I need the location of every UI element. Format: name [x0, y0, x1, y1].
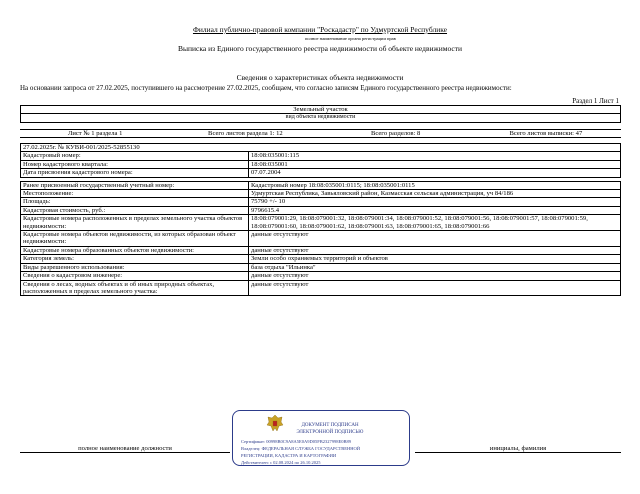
stamp-validity: Действителен: с 02.08.2024 по 26.10.2025: [241, 460, 321, 465]
field-label: Дата присвоения кадастрового номера:: [21, 169, 249, 177]
field-label: Категория земель:: [21, 255, 249, 263]
total-sections: Всего разделов: 8: [321, 130, 471, 138]
sheet-number: Лист № 1 раздела 1: [20, 130, 170, 138]
field-value: данные отсутствуют: [249, 246, 621, 254]
table-row: [21, 181, 621, 189]
field-label: Кадастровые номера расположенных в пределах земельного участка объектов недвижимости:: [21, 215, 249, 231]
field-label: Площадь:: [21, 198, 249, 206]
extract-number: 27.02.2025г. № КУВИ-001/2025-52855130: [21, 144, 621, 152]
field-label: Кадастровые номера объектов недвижимости, из которых образован объект недвижимости:: [21, 231, 249, 247]
field-label: Номер кадастрового квартала:: [21, 160, 249, 168]
field-value: 07.07.2004: [249, 169, 621, 177]
field-label: Сведения о лесах, водных объектах и об иных природных объектах, расположенных в пределах земельного участка:: [21, 280, 249, 296]
table-row: [21, 160, 621, 168]
field-value: 18:08:079001:29, 18:08:079001:32, 18:08:079001:34, 18:08:079001:52, 18:08:079001:56, 18:08:079001:57, 18:08:079001:59, 18:08:079001:60, 18:08:079001:62, 18:08:079001:63, 18:08:079001:65, 18:08:079001:66: [249, 215, 621, 231]
table-row: [21, 246, 621, 254]
object-type-table: [20, 105, 621, 123]
stamp-owner-continued: РЕГИСТРАЦИИ, КАДАСТРА И КАРТОГРАФИИ: [241, 453, 337, 458]
field-value: Кадастровый номер 18:08:035001:0115; 18:08:035001:0115: [249, 181, 621, 189]
characteristics-table: [20, 143, 621, 296]
field-label: Кадастровая стоимость, руб.:: [21, 206, 249, 214]
table-row: [21, 255, 621, 263]
table-row: [21, 198, 621, 206]
field-label: Местоположение:: [21, 190, 249, 198]
table-row: [21, 169, 621, 177]
field-label: Ранее присвоенный государственный учетный номер:: [21, 181, 249, 189]
field-value: 9796615.4: [249, 206, 621, 214]
stamp-title: ДОКУМЕНТ ПОДПИСАН ЭЛЕКТРОННОЙ ПОДПИСЬЮ: [296, 423, 364, 435]
position-label: полное наименование должности: [78, 445, 172, 452]
pager-table: [20, 129, 621, 138]
table-row: [21, 152, 621, 160]
field-value: 18:08:035001: [249, 160, 621, 168]
object-type-caption: вид объекта недвижимости: [21, 114, 621, 122]
table-row: [21, 206, 621, 214]
field-value: данные отсутствуют: [249, 272, 621, 280]
table-row: [21, 215, 621, 231]
section-label: Раздел 1 Лист 1: [572, 97, 619, 105]
table-row: [21, 231, 621, 247]
e-signature-stamp: [232, 410, 410, 466]
table-row: [21, 280, 621, 296]
field-value: данные отсутствуют: [249, 280, 621, 296]
request-line: На основании запроса от 27.02.2025, поступившего на рассмотрение 27.02.2025, сообщаем, что согласно записям Единого государственного реестра недвижимости:: [20, 84, 512, 92]
table-row: [21, 190, 621, 198]
coat-of-arms-icon: [266, 413, 284, 433]
stamp-certificate: Сертификат: 00998B0C9A8A5E0A9D05FB2327998E0B89: [241, 439, 352, 444]
table-row: [21, 263, 621, 271]
field-value: 18:08:035001:115: [249, 152, 621, 160]
field-value: 75790 +/- 10: [249, 198, 621, 206]
field-value: данные отсутствуют: [249, 231, 621, 247]
stamp-owner: Владелец: ФЕДЕРАЛЬНАЯ СЛУЖБА ГОСУДАРСТВЕННОЙ: [241, 446, 361, 451]
table-row: [21, 144, 621, 152]
field-label: Кадастровые номера образованных объектов недвижимости:: [21, 246, 249, 254]
info-title: Сведения о характеристиках объекта недвижимости: [236, 73, 404, 82]
field-label: Кадастровый номер:: [21, 152, 249, 160]
branch-subcaption: полное наименование органа регистрации прав: [305, 36, 396, 41]
total-sheets-section: Всего листов раздела 1: 12: [170, 130, 320, 138]
name-label: инициалы, фамилия: [489, 445, 547, 452]
field-value: Земли особо охраняемых территорий и объектов: [249, 255, 621, 263]
object-type: Земельный участок: [21, 106, 621, 114]
field-value: база отдыха "Ильинка": [249, 263, 621, 271]
branch-name: Филиал публично-правовой компании "Роскадастр" по Удмуртской Республике: [192, 25, 448, 34]
total-extract-sheets: Всего листов выписки: 47: [471, 130, 621, 138]
field-label: Сведения о кадастровом инженере:: [21, 272, 249, 280]
field-label: Виды разрешенного использования:: [21, 263, 249, 271]
extract-title: Выписка из Единого государственного реестра недвижимости об объекте недвижимости: [177, 44, 463, 53]
field-value: Удмуртская Республика, Завьяловский район, Казмасская сельская администрация, уч 84/186: [249, 190, 621, 198]
table-row: [21, 272, 621, 280]
